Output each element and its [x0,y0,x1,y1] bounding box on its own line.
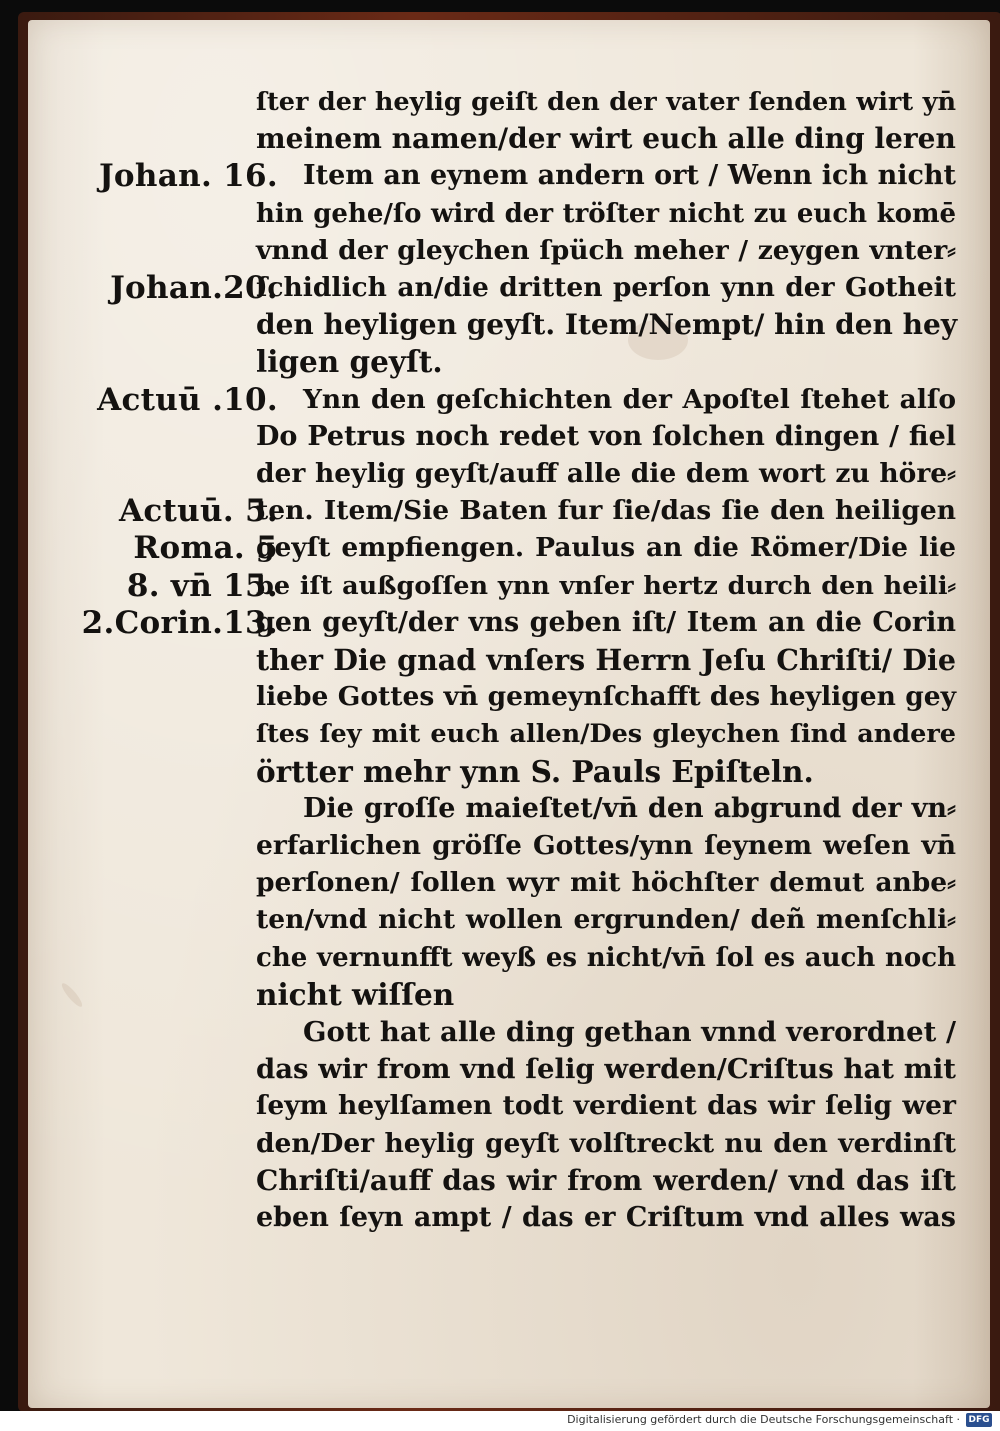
text-line: ten/vnd nicht wollen ergrunden/ deñ menſchli⸗ [256,904,956,936]
text-line: Do Petrus noch redet von ſolchen dingen / fiel [256,420,956,452]
text-line: ſchidlich an/die dritten perſon ynn der Gotheit [256,272,956,303]
text-line: ther Die gnad vnſers Herrn Jeſu Chriſti/ Die [256,643,956,677]
margin-reference: Actuū. 5. [119,493,278,530]
text-line: ten. Item/Sie Baten fur ſie/das ſie den heiligen [256,495,956,527]
text-line: Ynn den geſchichten der Apoſtel ſtehet alſo [303,383,956,415]
text-line: Gott hat alle ding gethan vnnd verordnet / [303,1016,956,1048]
margin-reference: Roma. 5 [133,530,278,567]
text-line: ligen geyſt. [256,344,443,380]
text-line: nicht wiſſen [256,976,455,1012]
text-line: che vernunfft weyß es nicht/vn̄ ſol es auch noch [256,942,956,973]
dfg-logo: DFG [966,1413,992,1427]
text-line: geyſt empfiengen. Paulus an die Römer/Die lie [256,532,956,564]
margin-reference: Johan. 16. [98,158,278,195]
text-line: liebe Gottes vn̄ gemeynſchafft des heyligen gey [256,681,956,713]
text-line: be iſt außgoſſen ynn vnſer hertz durch den heili⸗ [256,570,956,601]
text-line: ſtes ſey mit euch allen/Des gleychen ſind andere [256,719,956,750]
margin-reference: 2.Corin.13. [81,604,278,641]
text-line: meinem namen/der wirt euch alle ding leren [256,122,956,156]
margin-reference: Actuū .10. [97,381,278,418]
text-line: erfarlichen gröſſe Gottes/ynn ſeynem weſen vn̄ [256,830,956,861]
text-line: vnnd der gleychen ſpüch meher / zeygen vnter⸗ [256,234,956,266]
margin-reference: 8. vn̄ 15. [126,567,278,604]
text-block [28,20,990,1408]
text-line: gen geyſt/der vns geben iſt/ Item an die Corin [256,606,956,638]
text-line: Chriſti/auff das wir from werden/ vnd das iſt [256,1163,956,1197]
text-line: den/Der heylig geyſt volſtreckt nu den verdinſt [256,1127,956,1159]
text-line: perſonen/ ſollen wyr mit höchſter demut anbe⸗ [256,867,956,899]
text-line: das wir from vnd ſelig werden/Criſtus hat mit [256,1053,956,1086]
text-line: hin gehe/ſo wird der tröſter nicht zu euch komē [256,198,956,229]
text-line: der heylig geyſt/auff alle die dem wort zu höre⸗ [256,458,956,489]
text-line: den heyligen geyſt. Item/Nempt/ hin den hey [256,308,958,342]
text-line: ſeym heylſamen todt verdient das wir ſelig wer [256,1090,956,1122]
text-line: ſter der heylig geiſt den der vater ſenden wirt yn̄ [256,87,956,117]
text-line: Die groſſe maieſtet/vn̄ den abgrund der vn⸗ [303,792,956,824]
digitization-credit: Digitalisierung gefördert durch die Deutsche Forschungsgemeinschaft · [567,1413,960,1426]
text-line: Item an eynem andern ort / Wenn ich nicht [303,160,956,192]
text-line: eben ſeyn ampt / das er Criſtum vnd alles was [256,1202,956,1233]
margin-reference: Johan.20. [110,270,278,306]
book-page [28,20,990,1408]
text-line: örtter mehr ynn S. Pauls Epiſteln. [256,753,814,789]
